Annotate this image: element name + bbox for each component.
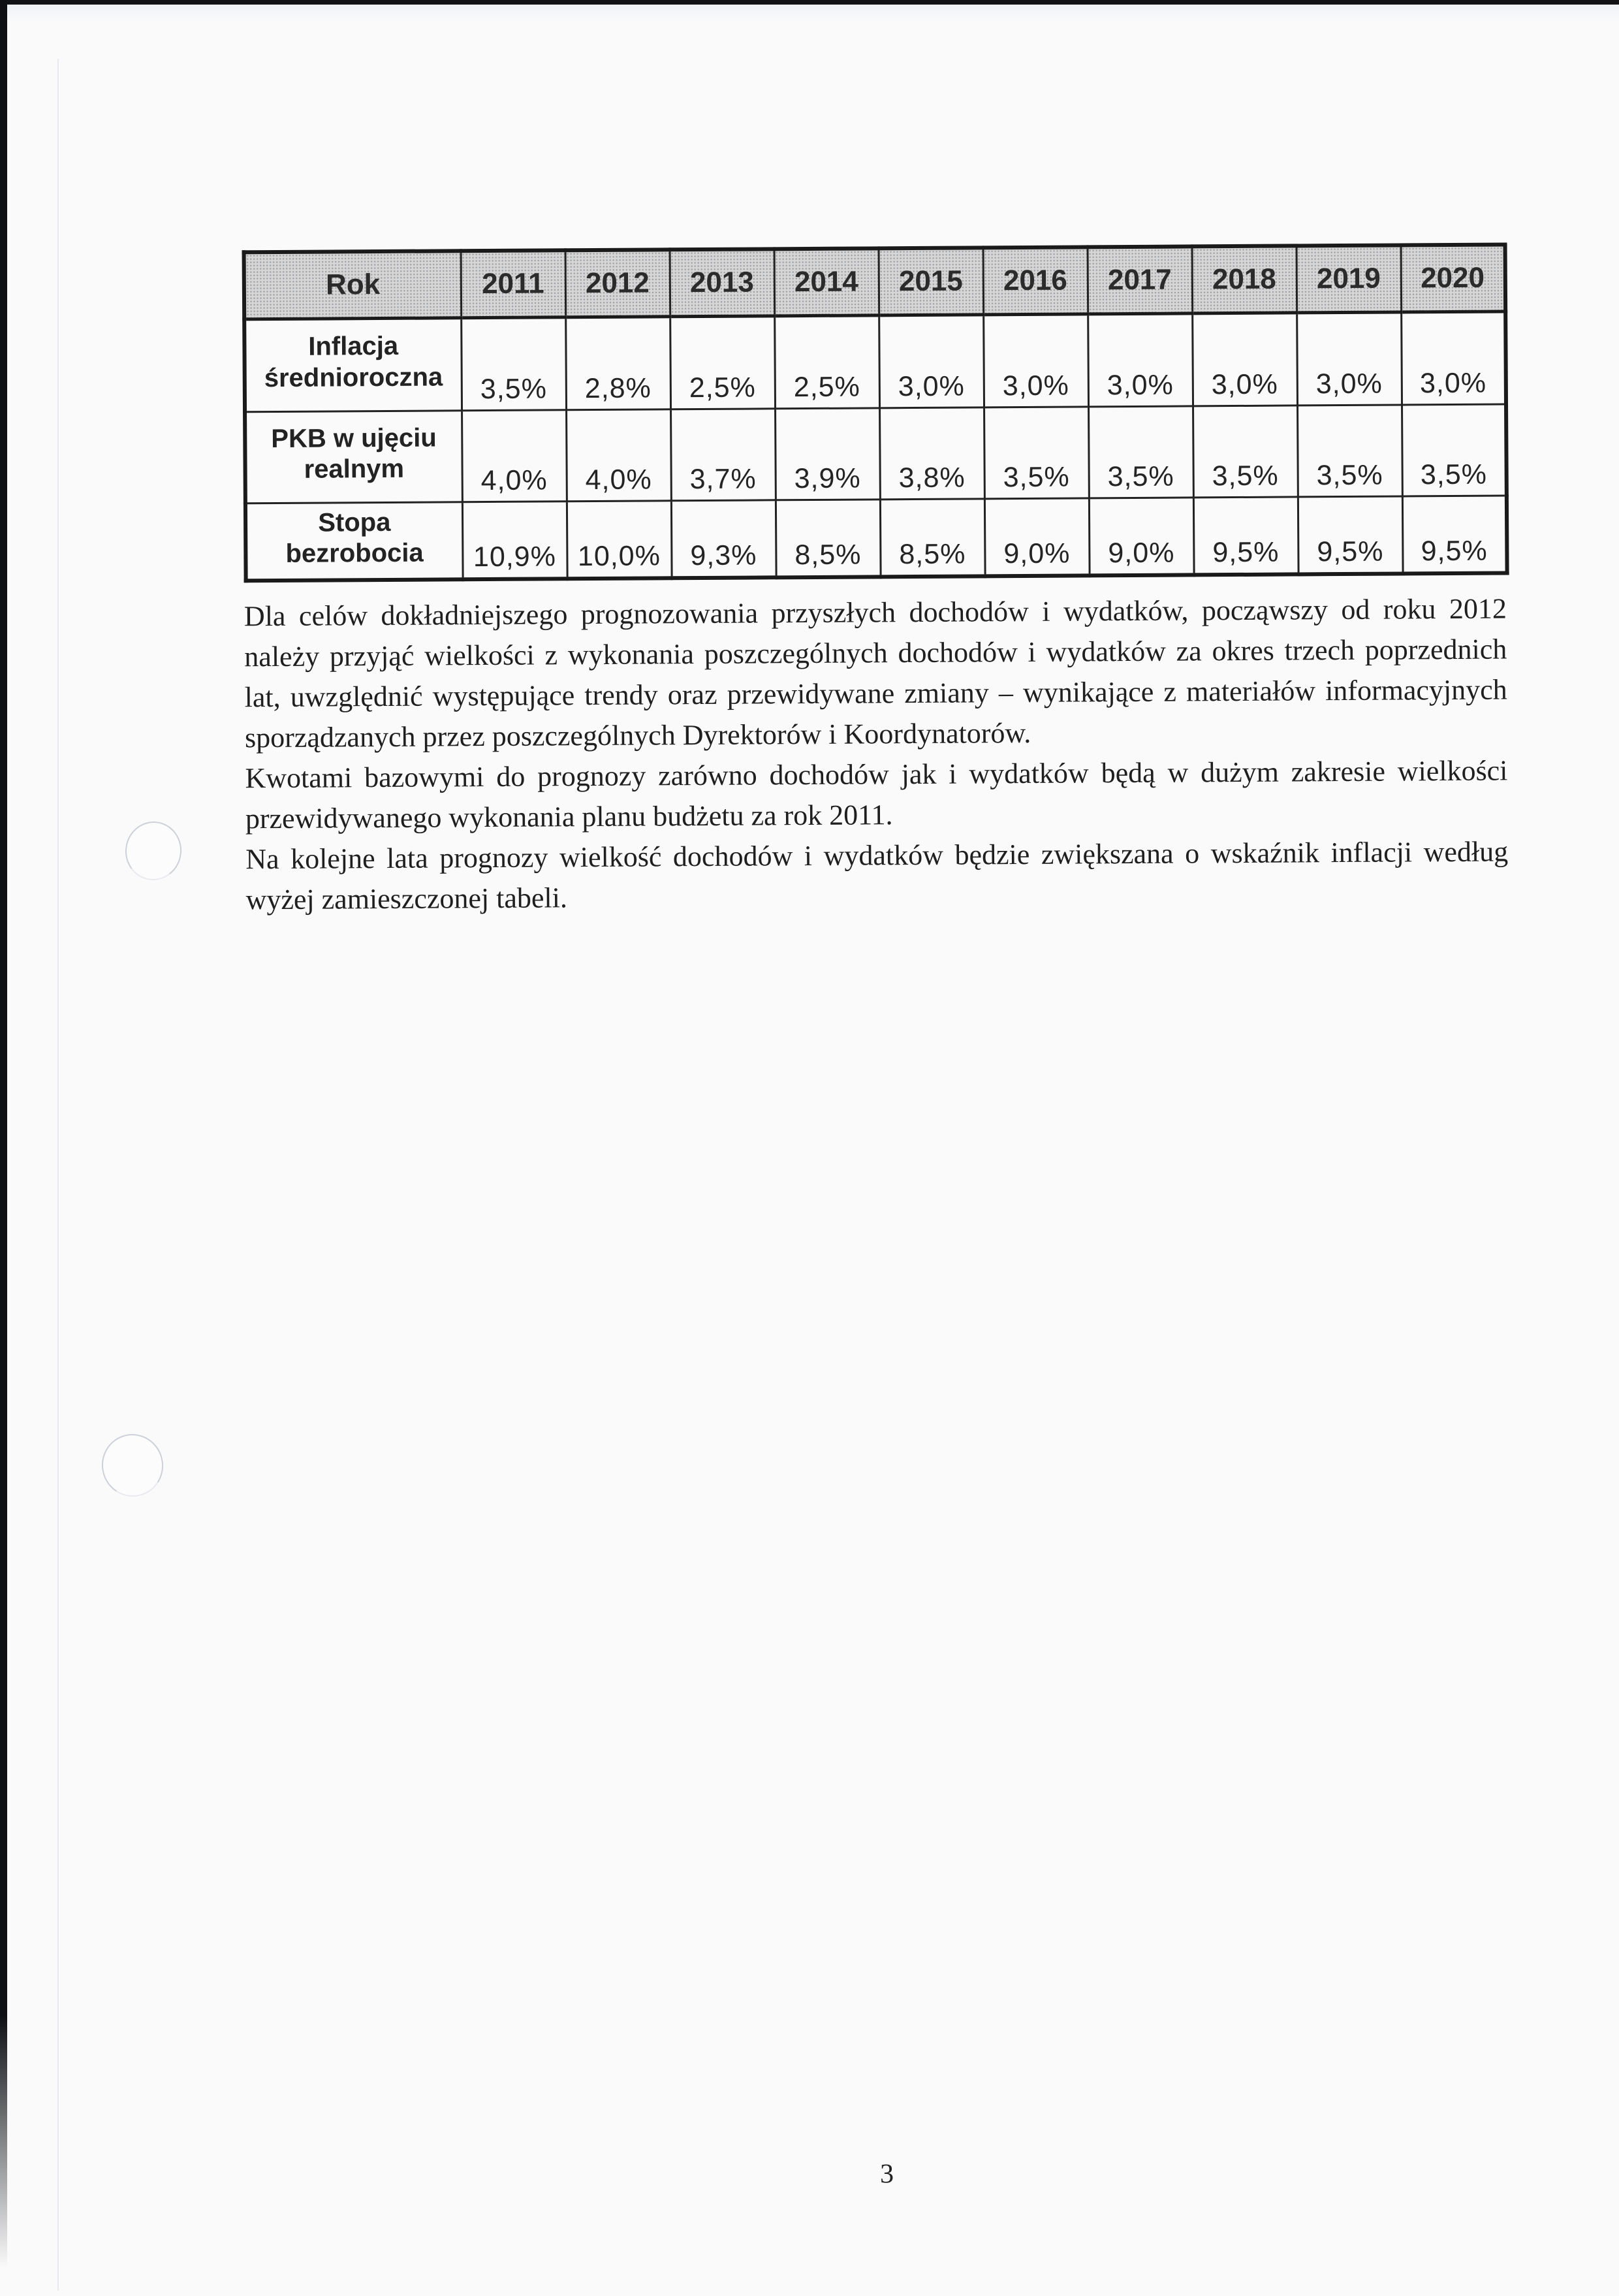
table-cell: 8,5% bbox=[880, 498, 985, 577]
table-header-year: 2016 bbox=[983, 247, 1088, 314]
table-cell: 4,0% bbox=[462, 409, 567, 502]
table-header-year: 2015 bbox=[879, 247, 984, 315]
table-cell: 3,0% bbox=[983, 313, 1088, 407]
table-cell: 3,8% bbox=[879, 407, 984, 499]
table-header-year: 2018 bbox=[1192, 246, 1297, 313]
table-cell: 3,7% bbox=[670, 408, 776, 500]
table-cell: 3,0% bbox=[1088, 313, 1193, 406]
table-row-pkb bbox=[245, 404, 1507, 503]
page-number: 3 bbox=[879, 2159, 894, 2190]
table-header-row bbox=[244, 244, 1506, 319]
table-cell: 10,9% bbox=[462, 501, 567, 579]
table-cell: 9,5% bbox=[1298, 496, 1403, 574]
table-cell: 3,0% bbox=[1192, 312, 1297, 406]
table-cell: 3,5% bbox=[1297, 404, 1402, 496]
row-label-inflacja: Inflacja średnioroczna bbox=[244, 317, 462, 411]
table-cell: 2,5% bbox=[774, 315, 879, 408]
table-cell: 3,5% bbox=[1088, 406, 1193, 498]
forecast-table bbox=[242, 242, 1509, 582]
table-cell: 2,5% bbox=[670, 315, 775, 409]
table-header-year: 2014 bbox=[774, 248, 879, 315]
table-cell: 9,3% bbox=[671, 500, 776, 578]
table-cell: 9,0% bbox=[984, 498, 1090, 576]
table-cell: 10,0% bbox=[567, 500, 672, 579]
table-cell: 3,5% bbox=[984, 406, 1089, 498]
table-row-inflacja bbox=[244, 311, 1506, 411]
table-cell: 3,5% bbox=[1402, 404, 1507, 496]
table-cell: 3,0% bbox=[1401, 311, 1506, 404]
row-label-stopa: Stopa bezrobocia bbox=[245, 502, 463, 581]
table-header-year: 2020 bbox=[1401, 244, 1506, 311]
table-cell: 9,5% bbox=[1193, 496, 1298, 575]
table-header-year: 2017 bbox=[1088, 246, 1193, 313]
table-cell: 3,9% bbox=[775, 407, 880, 500]
table-cell: 3,5% bbox=[461, 317, 566, 410]
table-cell: 3,0% bbox=[1297, 311, 1402, 405]
table-row-stopa bbox=[245, 495, 1507, 581]
table-cell: 8,5% bbox=[776, 499, 881, 577]
table-cell: 9,5% bbox=[1402, 495, 1507, 573]
table-cell: 3,5% bbox=[1193, 405, 1298, 497]
table-header-rok: Rok bbox=[244, 251, 462, 319]
table-cell: 2,8% bbox=[565, 316, 670, 409]
body-text bbox=[244, 588, 1509, 920]
paragraph-inflation-index: Na kolejne lata prognozy wielkość dochodów i wydatków będzie zwiększana o wskaźnik inflacji według wyżej zamieszczonej tabeli. bbox=[245, 835, 1509, 916]
table-cell: 4,0% bbox=[566, 409, 671, 501]
table-header-year: 2012 bbox=[565, 249, 670, 317]
table-cell: 9,0% bbox=[1089, 497, 1194, 575]
paragraph-forecast-method: Dla celów dokładniejszego prognozowania przyszłych dochodów i wydatków, począwszy od roku 2012 należy przyjąć wielkości z wykonania poszczególnych dochodów i wydatków za okres trzech poprzednich lat, uwzględnić występujące trendy oraz przewidywane zmiany – wynikające z materiałów informacyjnych sporządzanych przez poszczególnych Dyrektorów i Koordynatorów. bbox=[244, 592, 1507, 754]
table-cell: 3,0% bbox=[879, 314, 984, 407]
paragraph-base-amounts: Kwotami bazowymi do prognozy zarówno dochodów jak i wydatków będą w dużym zakresie wielkości przewidywanego wykonania planu budżetu za rok 2011. bbox=[245, 754, 1508, 835]
row-label-pkb: PKB w ujęciu realnym bbox=[245, 410, 462, 503]
table-header-year: 2013 bbox=[670, 249, 775, 316]
table-header-year: 2011 bbox=[461, 250, 566, 317]
table-header-year: 2019 bbox=[1297, 245, 1402, 312]
